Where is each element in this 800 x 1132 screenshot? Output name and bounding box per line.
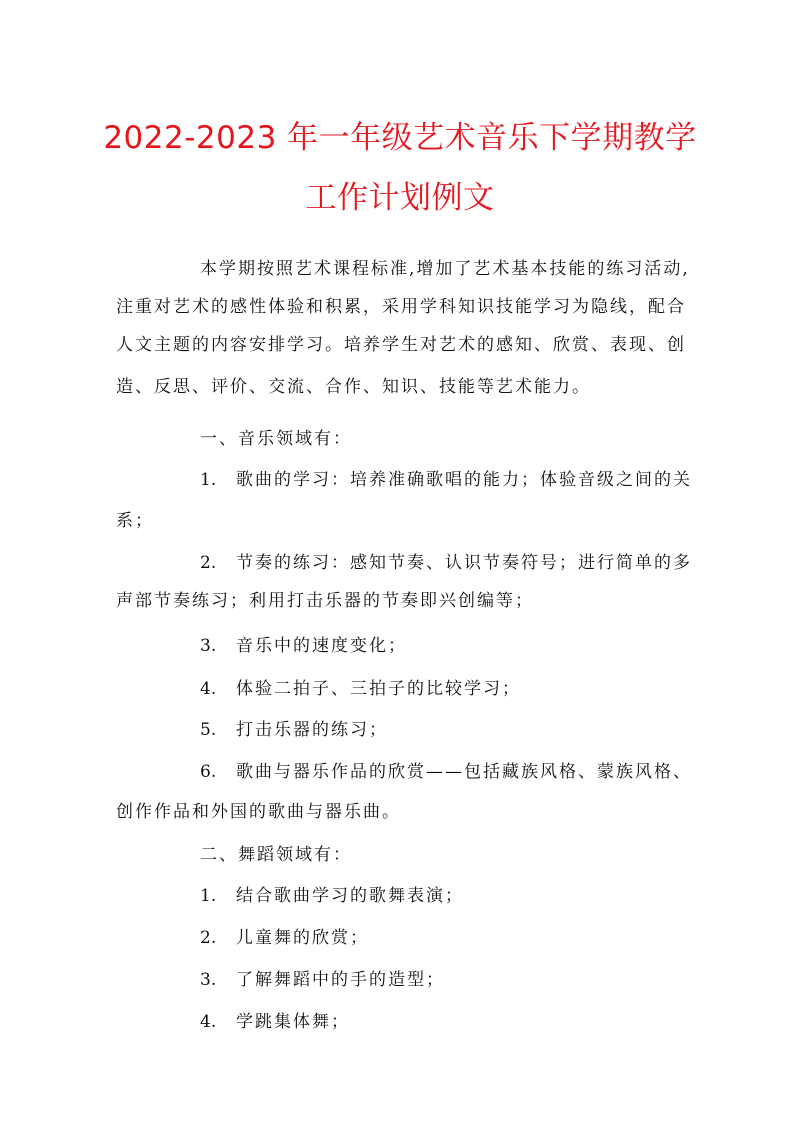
music-item-6-cont: 创作作品和外国的歌曲与器乐曲。	[116, 802, 401, 822]
music-item-1-cont: 系；	[116, 511, 154, 531]
list-text: 体验二拍子、三拍子的比较学习；	[236, 679, 521, 699]
dance-item-1	[200, 881, 464, 906]
music-item-2	[200, 548, 692, 573]
music-item-2-cont: 声部节奏练习；利用打击乐器的节奏即兴创编等；	[116, 591, 534, 611]
music-item-6	[200, 757, 692, 782]
document-title-line-2: 工作计划例文	[305, 180, 495, 216]
list-number: 2.	[200, 928, 217, 948]
list-text: 结合歌曲学习的歌舞表演；	[236, 886, 464, 906]
list-number: 4.	[200, 679, 217, 699]
music-item-4	[200, 674, 521, 699]
intro-line-2: 注重对艺术的感性体验和积累，采用学科知识技能学习为隐线，配合	[116, 297, 686, 317]
music-item-3	[200, 631, 407, 656]
music-heading: 一、音乐领域有：	[200, 429, 352, 449]
list-number: 6.	[200, 762, 217, 782]
dance-heading: 二、舞蹈领域有：	[200, 845, 352, 865]
list-text: 儿童舞的欣赏；	[236, 928, 369, 948]
list-text: 了解舞蹈中的手的造型；	[236, 970, 445, 990]
list-text: 歌曲的学习：培养准确歌唱的能力；体验音级之间的关	[236, 470, 692, 490]
list-number: 1.	[200, 886, 217, 906]
list-number: 4.	[200, 1012, 217, 1032]
intro-line-4: 造、反思、评价、交流、合作、知识、技能等艺术能力。	[116, 377, 591, 397]
dance-item-3	[200, 965, 445, 990]
list-number: 2.	[200, 553, 217, 573]
list-number: 3.	[200, 636, 217, 656]
document-title-line-1: 2022-2023 年一年级艺术音乐下学期教学	[103, 120, 697, 156]
list-number: 5.	[200, 720, 217, 740]
music-item-5	[200, 715, 388, 740]
list-number: 3.	[200, 970, 217, 990]
intro-line-1: 本学期按照艺术课程标准,增加了艺术基本技能的练习活动,	[200, 259, 690, 279]
list-text: 音乐中的速度变化；	[236, 636, 407, 656]
list-text: 打击乐器的练习；	[236, 720, 388, 740]
music-item-1	[200, 465, 692, 490]
dance-item-4	[200, 1007, 350, 1032]
intro-line-3: 人文主题的内容安排学习。培养学生对艺术的感知、欣赏、表现、创	[116, 335, 686, 355]
list-number: 1.	[200, 470, 217, 490]
list-text: 节奏的练习：感知节奏、认识节奏符号；进行简单的多	[236, 553, 692, 573]
list-text: 歌曲与器乐作品的欣赏——包括藏族风格、蒙族风格、	[236, 762, 692, 782]
dance-item-2	[200, 923, 369, 948]
list-text: 学跳集体舞；	[236, 1012, 350, 1032]
